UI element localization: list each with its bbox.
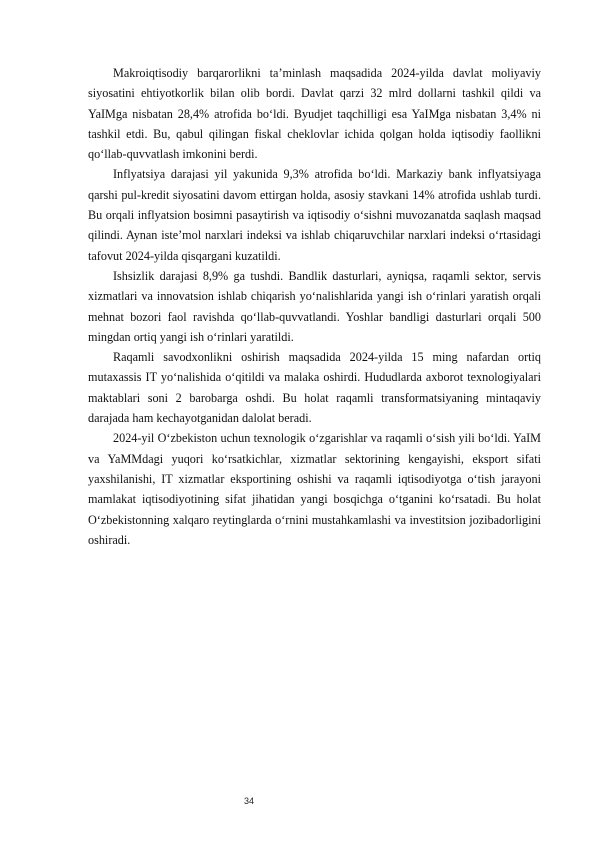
paragraph-unemployment: Ishsizlik darajasi 8,9% ga tushdi. Bandlik dasturlari, ayniqsa, raqamli sektor, servis xizmatlari va innovatsion ishlab chiqarish yo‘nalishlarida yangi ish o‘rinlari yaratish orqali mehnat bozori faol ravishda qo‘llab-quvvatlandi. Yoshlar bandligi dasturlari orqali 500 mingdan ortiq yangi ish o‘rinlari yaratildi. bbox=[88, 268, 541, 344]
paragraph-digital-literacy: Raqamli savodxonlikni oshirish maqsadida 2024-yilda 15 ming nafardan ortiq mutaxassis IT yo‘nalishida o‘qitildi va malaka oshirdi. Hududlarda axborot texnologiyalari maktablari soni 2 barobarga oshdi. Bu holat raqamli transformatsiyaning mintaqaviy darajada ham kechayotganidan dalolat beradi. bbox=[88, 350, 541, 426]
document-body bbox=[88, 63, 541, 550]
page-number: 34 bbox=[243, 796, 254, 806]
paragraph-inflation: Inflyatsiya darajasi yil yakunida 9,3% atrofida bo‘ldi. Markaziy bank inflyatsiyaga qarshi pul-kredit siyosatini davom ettirgan holda, asosiy stavkani 14% atrofida ushlab turdi. Bu orqali inflyatsion bosimni pasaytirish va iqtisodiy o‘sishni muvozanatda saqlash maqsad qilindi. Aynan iste’mol narxlari indeksi va ishlab chiqaruvchilar narxlari indeksi o‘rtasidagi tafovut 2024-yilda qisqargani kuzatildi. bbox=[88, 167, 541, 263]
paragraph-conclusion: 2024-yil O‘zbekiston uchun texnologik o‘zgarishlar va raqamli o‘sish yili bo‘ldi. YaIM va YaMMdagi yuqori ko‘rsatkichlar, xizmatlar sektorining kengayishi, eksport sifati yaxshilanishi, IT xizmatlar eksportining oshishi va raqamli iqtisodiyotga o‘tish jarayoni mamlakat iqtisodiyotining sifat jihatidan yangi bosqichga o‘tganini ko‘rsatadi. Bu holat O‘zbekistonning xalqaro reytinglarda o‘rnini mustahkamlashi va investitsion jozibadorligini oshiradi. bbox=[88, 431, 541, 547]
paragraph-fiscal-policy: Makroiqtisodiy barqarorlikni ta’minlash maqsadida 2024-yilda davlat moliyaviy siyosatini ehtiyotkorlik bilan olib bordi. Davlat qarzi 32 mlrd dollarni tashkil qildi va YaIMga nisbatan 28,4% atrofida bo‘ldi. Byudjet taqchilligi esa YaIMga nisbatan 3,4% ni tashkil etdi. Bu, qabul qilingan fiskal cheklovlar ichida qolgan holda iqtisodiy faollikni qo‘llab-quvvatlash imkonini berdi. bbox=[88, 66, 541, 162]
